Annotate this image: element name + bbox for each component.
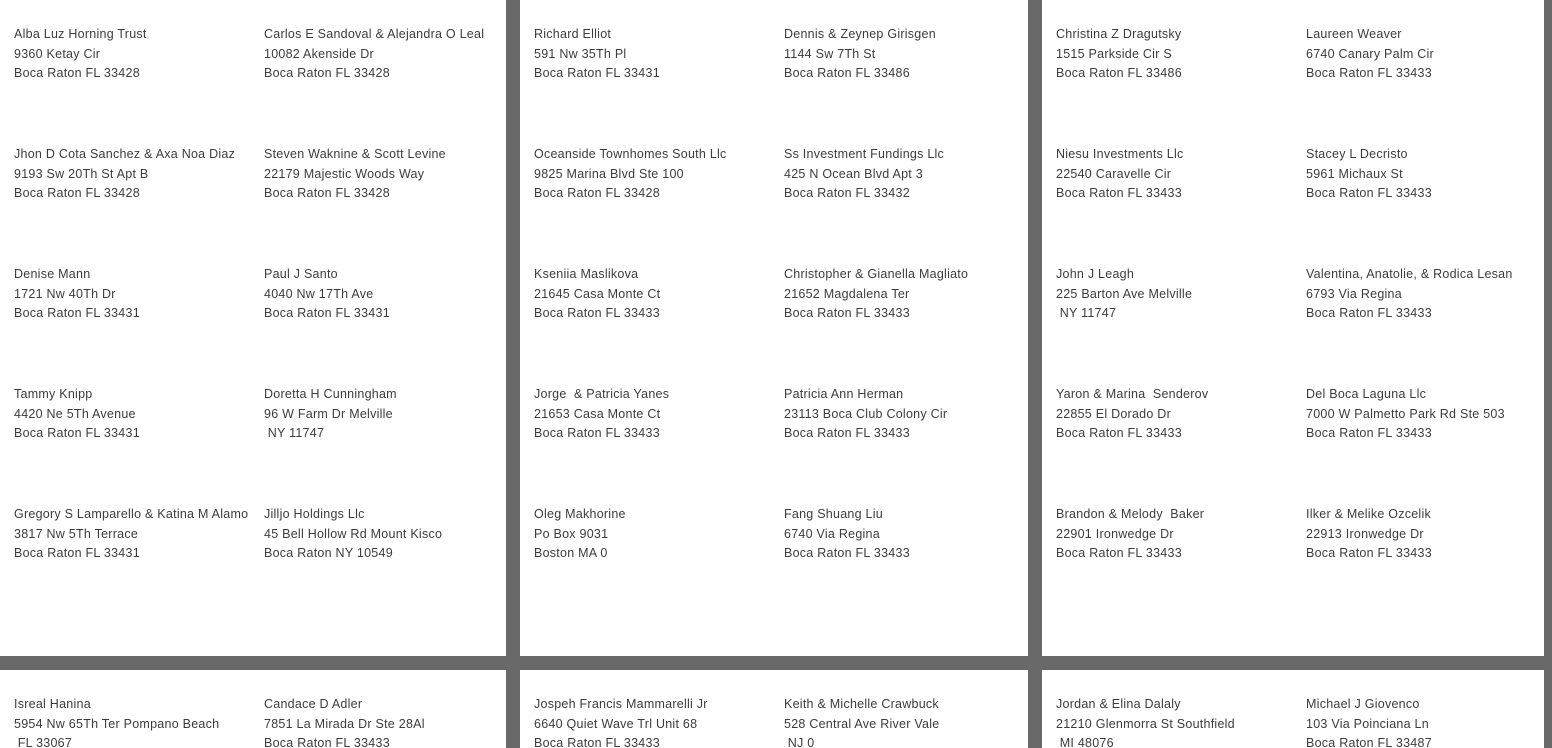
recipient-name-line: Michael J Giovenco: [1306, 697, 1420, 711]
address-line: Boca Raton FL 33428: [14, 66, 140, 80]
address-line: Boca Raton FL 33433: [534, 736, 660, 748]
address-line: 22855 El Dorado Dr: [1056, 406, 1171, 421]
page-top-right: [1042, 0, 1544, 656]
recipient-name-line: Alba Luz Horning Trust: [14, 27, 147, 41]
address-line: 21652 Magdalena Ter: [784, 286, 910, 301]
address-line: 425 N Ocean Blvd Apt 3: [784, 166, 923, 181]
address-line: 23113 Boca Club Colony Cir: [784, 406, 948, 421]
recipient-name-line: Ilker & Melike Ozcelik: [1306, 507, 1431, 521]
recipient-name-line: John J Leagh: [1056, 267, 1135, 281]
recipient-name-line: Richard Elliot: [534, 27, 612, 41]
address-line: 103 Via Poinciana Ln: [1306, 716, 1429, 731]
address-line: 21645 Casa Monte Ct: [534, 286, 661, 301]
page-bottom-middle: [520, 670, 1028, 748]
address-line: 9825 Marina Blvd Ste 100: [534, 166, 684, 181]
address-line: Boca Raton FL 33433: [534, 306, 660, 320]
recipient-name-line: Jordan & Elina Dalaly: [1056, 697, 1181, 711]
address-line: Boca Raton FL 33486: [784, 66, 910, 80]
mail-label: [784, 505, 1024, 564]
address-line: NY 11747: [1056, 306, 1117, 320]
recipient-name-line: Christina Z Dragutsky: [1056, 27, 1182, 41]
address-line: Boca Raton FL 33428: [14, 186, 140, 200]
recipient-name-line: Ss Investment Fundings Llc: [784, 147, 945, 161]
address-line: 6640 Quiet Wave Trl Unit 68: [534, 716, 698, 731]
address-line: Boca Raton FL 33428: [534, 186, 660, 200]
recipient-name-line: Fang Shuang Liu: [784, 507, 883, 521]
address-line: Boca Raton FL 33433: [784, 546, 910, 560]
page-top-middle: [520, 0, 1028, 656]
address-line: 528 Central Ave River Vale: [784, 716, 940, 731]
recipient-name-line: Yaron & Marina Senderov: [1056, 387, 1209, 401]
mail-label: [264, 385, 504, 444]
mail-label: [1306, 505, 1546, 564]
address-line: 21210 Glenmorra St Southfield: [1056, 716, 1235, 731]
address-line: 6740 Via Regina: [784, 526, 880, 541]
mail-label: [1306, 385, 1546, 444]
address-line: 1721 Nw 40Th Dr: [14, 286, 116, 301]
address-line: 1515 Parkside Cir S: [1056, 46, 1172, 61]
mail-label: [534, 145, 774, 204]
mail-label: [264, 505, 504, 564]
address-line: Boca Raton FL 33433: [784, 306, 910, 320]
mail-label: [1306, 145, 1546, 204]
address-line: 4040 Nw 17Th Ave: [264, 286, 374, 301]
mail-label: [1056, 385, 1296, 444]
mail-label: [1306, 25, 1546, 84]
page-top-left: [0, 0, 506, 656]
address-line: Boston MA 0: [534, 546, 608, 560]
recipient-name-line: Stacey L Decristo: [1306, 147, 1408, 161]
address-line: NJ 0: [784, 736, 815, 748]
address-line: Boca Raton FL 33428: [264, 186, 390, 200]
mail-label: [1056, 505, 1296, 564]
mail-label: [534, 505, 774, 564]
address-line: Po Box 9031: [534, 526, 609, 541]
mail-label: [534, 695, 774, 748]
recipient-name-line: Oceanside Townhomes South Llc: [534, 147, 727, 161]
address-line: Boca Raton FL 33433: [1306, 546, 1432, 560]
mail-label: [14, 265, 254, 324]
mail-label: [14, 505, 254, 564]
mail-label: [784, 265, 1024, 324]
mail-label: [1056, 25, 1296, 84]
mail-label: [264, 265, 504, 324]
address-line: Boca Raton FL 33431: [14, 546, 140, 560]
address-line: Boca Raton FL 33433: [1306, 426, 1432, 440]
address-line: 96 W Farm Dr Melville: [264, 406, 393, 421]
address-line: 6740 Canary Palm Cir: [1306, 46, 1434, 61]
mail-label: [1056, 145, 1296, 204]
address-line: 6793 Via Regina: [1306, 286, 1402, 301]
address-line: 7851 La Mirada Dr Ste 28Al: [264, 716, 425, 731]
address-line: MI 48076: [1056, 736, 1114, 748]
mail-label: [784, 695, 1024, 748]
recipient-name-line: Gregory S Lamparello & Katina M Alamo: [14, 507, 249, 521]
mail-label: [264, 145, 504, 204]
recipient-name-line: Denise Mann: [14, 267, 91, 281]
address-line: Boca Raton FL 33433: [1306, 186, 1432, 200]
recipient-name-line: Kseniia Maslikova: [534, 267, 639, 281]
address-line: Boca Raton FL 33431: [264, 306, 390, 320]
mail-label: [14, 145, 254, 204]
address-line: Boca Raton FL 33431: [14, 306, 140, 320]
recipient-name-line: Keith & Michelle Crawbuck: [784, 697, 939, 711]
page-bottom-right: [1042, 670, 1544, 748]
recipient-name-line: Steven Waknine & Scott Levine: [264, 147, 446, 161]
recipient-name-line: Jhon D Cota Sanchez & Axa Noa Diaz: [14, 147, 236, 161]
recipient-name-line: Paul J Santo: [264, 267, 338, 281]
address-line: 5954 Nw 65Th Ter Pompano Beach: [14, 716, 220, 731]
address-line: Boca Raton FL 33431: [534, 66, 660, 80]
mail-label: [534, 385, 774, 444]
recipient-name-line: Brandon & Melody Baker: [1056, 507, 1205, 521]
mail-label: [14, 695, 254, 748]
address-line: 3817 Nw 5Th Terrace: [14, 526, 139, 541]
mail-label: [534, 25, 774, 84]
address-line: 4420 Ne 5Th Avenue: [14, 406, 136, 421]
recipient-name-line: Niesu Investments Llc: [1056, 147, 1184, 161]
address-line: Boca Raton FL 33487: [1306, 736, 1432, 748]
address-line: 22540 Caravelle Cir: [1056, 166, 1172, 181]
address-line: Boca Raton NY 10549: [264, 546, 393, 560]
address-line: Boca Raton FL 33433: [784, 426, 910, 440]
recipient-name-line: Doretta H Cunningham: [264, 387, 397, 401]
address-line: NY 11747: [264, 426, 325, 440]
mail-label: [784, 385, 1024, 444]
address-line: 45 Bell Hollow Rd Mount Kisco: [264, 526, 443, 541]
address-line: FL 33067: [14, 736, 73, 748]
recipient-name-line: Jospeh Francis Mammarelli Jr: [534, 697, 708, 711]
address-line: 1144 Sw 7Th St: [784, 46, 876, 61]
mail-label: [784, 145, 1024, 204]
address-line: 21653 Casa Monte Ct: [534, 406, 661, 421]
recipient-name-line: Tammy Knipp: [14, 387, 93, 401]
address-line: Boca Raton FL 33431: [14, 426, 140, 440]
recipient-name-line: Jorge & Patricia Yanes: [534, 387, 670, 401]
address-line: Boca Raton FL 33433: [1056, 186, 1182, 200]
address-line: 10082 Akenside Dr: [264, 46, 374, 61]
recipient-name-line: Laureen Weaver: [1306, 27, 1402, 41]
address-line: Boca Raton FL 33432: [784, 186, 910, 200]
address-line: 7000 W Palmetto Park Rd Ste 503: [1306, 406, 1505, 421]
mail-label: [264, 695, 504, 748]
address-line: Boca Raton FL 33433: [534, 426, 660, 440]
mail-label: [14, 25, 254, 84]
address-line: 22901 Ironwedge Dr: [1056, 526, 1174, 541]
address-line: 9360 Ketay Cir: [14, 46, 101, 61]
mail-label: [784, 25, 1024, 84]
mail-label: [1056, 265, 1296, 324]
address-line: Boca Raton FL 33433: [1306, 66, 1432, 80]
address-line: Boca Raton FL 33433: [1056, 426, 1182, 440]
mail-label: [1306, 265, 1546, 324]
recipient-name-line: Patricia Ann Herman: [784, 387, 904, 401]
mail-label: [534, 265, 774, 324]
recipient-name-line: Del Boca Laguna Llc: [1306, 387, 1427, 401]
address-line: 22913 Ironwedge Dr: [1306, 526, 1424, 541]
mail-label: [264, 25, 504, 84]
mail-label: [1306, 695, 1546, 748]
recipient-name-line: Isreal Hanina: [14, 697, 91, 711]
address-line: 9193 Sw 20Th St Apt B: [14, 166, 149, 181]
address-line: 225 Barton Ave Melville: [1056, 286, 1193, 301]
recipient-name-line: Christopher & Gianella Magliato: [784, 267, 969, 281]
mail-label: [14, 385, 254, 444]
recipient-name-line: Dennis & Zeynep Girisgen: [784, 27, 936, 41]
recipient-name-line: Candace D Adler: [264, 697, 363, 711]
mail-label: [1056, 695, 1296, 748]
address-line: 591 Nw 35Th Pl: [534, 46, 627, 61]
recipient-name-line: Valentina, Anatolie, & Rodica Lesan: [1306, 267, 1513, 281]
address-line: 5961 Michaux St: [1306, 166, 1403, 181]
address-line: Boca Raton FL 33433: [1056, 546, 1182, 560]
recipient-name-line: Oleg Makhorine: [534, 507, 626, 521]
address-line: Boca Raton FL 33486: [1056, 66, 1182, 80]
recipient-name-line: Jilljo Holdings Llc: [264, 507, 365, 521]
address-line: Boca Raton FL 33428: [264, 66, 390, 80]
recipient-name-line: Carlos E Sandoval & Alejandra O Leal: [264, 27, 485, 41]
address-line: Boca Raton FL 33433: [264, 736, 390, 748]
address-line: Boca Raton FL 33433: [1306, 306, 1432, 320]
page-bottom-left: [0, 670, 506, 748]
address-line: 22179 Majestic Woods Way: [264, 166, 425, 181]
